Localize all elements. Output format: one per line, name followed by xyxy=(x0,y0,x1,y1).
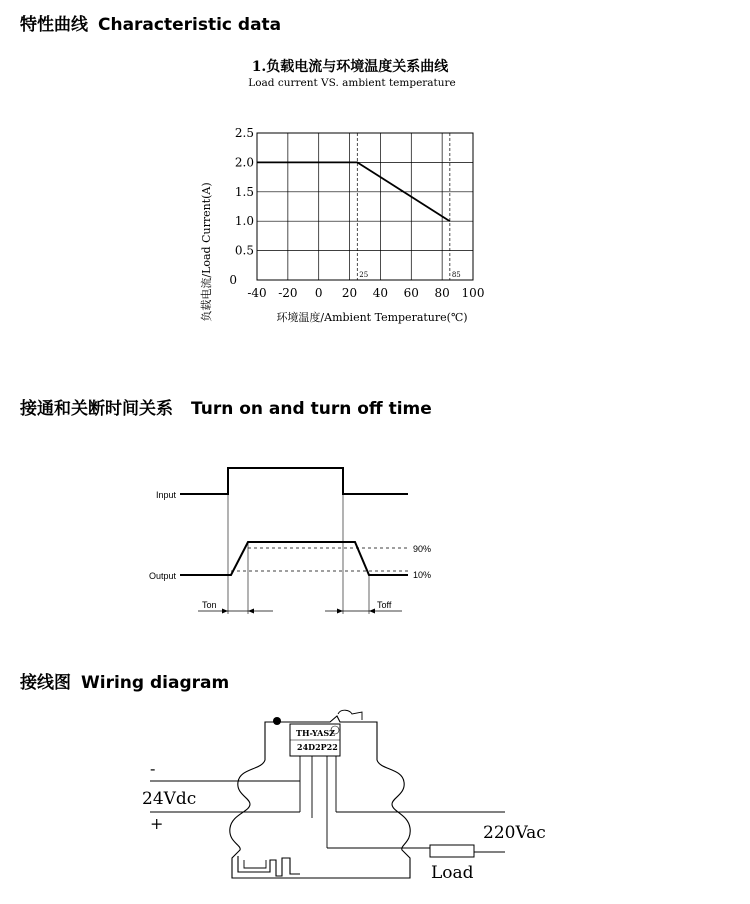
y-tick-label: 2.0 xyxy=(234,155,254,170)
chart-markers xyxy=(357,133,460,280)
y-tick-labels xyxy=(229,126,254,287)
x-axis-label: 环境温度/Ambient Temperature(℃) xyxy=(276,311,468,324)
dc-voltage-label: 24Vdc xyxy=(142,789,197,809)
section-heading-characteristic xyxy=(20,10,281,35)
model-line1: TH-YASZ xyxy=(296,728,335,738)
output-label: Output xyxy=(148,571,176,581)
heading-en: Wiring diagram xyxy=(81,673,230,693)
y-tick-label: 0 xyxy=(229,273,237,287)
dc-plus-label: + xyxy=(150,814,164,833)
heading-cn: 接通和关断时间关系 xyxy=(20,399,173,419)
y-tick-label: 0.5 xyxy=(234,243,254,258)
load-label: Load xyxy=(431,863,474,883)
chart-title: 1.负载电流与环境温度关系曲线 xyxy=(251,59,449,75)
output-waveform xyxy=(180,542,408,575)
plot-frame xyxy=(257,133,473,280)
x-tick-label: 60 xyxy=(403,286,419,300)
chart-grid xyxy=(257,133,473,280)
marker-label: 25 xyxy=(359,271,369,279)
heading-en: Turn on and turn off time xyxy=(191,399,432,419)
section-heading-wiring xyxy=(20,668,229,693)
x-tick-label: 20 xyxy=(341,286,358,300)
chart-subtitle: Load current VS. ambient temperature xyxy=(248,77,456,89)
input-label: Input xyxy=(155,490,176,500)
input-waveform xyxy=(180,468,408,494)
y-tick-label: 2.5 xyxy=(234,126,254,140)
heading-en: Characteristic data xyxy=(98,15,282,35)
y-tick-label: 1.0 xyxy=(234,214,254,229)
dc-minus-label: - xyxy=(150,759,156,778)
indicator-dot xyxy=(273,717,281,725)
x-tick-label: 100 xyxy=(461,286,485,300)
top-latch-icon xyxy=(338,710,362,720)
model-line2: 24D2P22 xyxy=(297,742,338,752)
toff-label: Toff xyxy=(377,600,392,610)
x-tick-label: 0 xyxy=(314,286,323,300)
x-tick-label: 40 xyxy=(372,286,389,300)
marker-label: 85 xyxy=(451,271,461,279)
din-clip xyxy=(238,856,300,876)
din-clip-inner xyxy=(244,860,266,868)
level-10-label: 10% xyxy=(413,570,432,580)
x-tick-labels xyxy=(247,286,484,300)
ac-voltage-label: 220Vac xyxy=(483,823,546,843)
load-resistor xyxy=(430,845,474,857)
heading-cn: 特性曲线 xyxy=(20,15,88,35)
x-tick-label: -40 xyxy=(247,286,267,300)
section-heading-timing xyxy=(20,394,432,419)
load-current-chart xyxy=(0,40,750,340)
level-90-label: 90% xyxy=(413,544,432,554)
x-tick-label: -20 xyxy=(278,286,298,300)
wiring-diagram xyxy=(0,700,750,900)
ton-label: Ton xyxy=(202,600,217,610)
x-tick-label: 80 xyxy=(434,286,450,300)
timing-diagram xyxy=(0,450,750,625)
y-axis-label: 负载电流/Load Current(A) xyxy=(200,182,213,322)
y-tick-label: 1.5 xyxy=(234,184,254,199)
heading-cn: 接线图 xyxy=(20,673,71,693)
